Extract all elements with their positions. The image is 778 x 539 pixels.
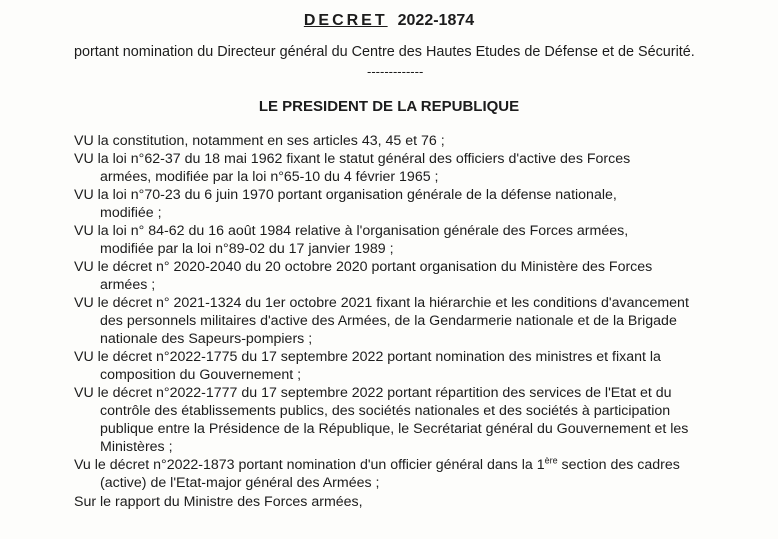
visa-item: VU la loi n°70-23 du 6 juin 1970 portant organisation générale de la défense nationale, modifiée ;: [74, 187, 617, 221]
decree-label: DECRET: [303, 12, 388, 29]
visa-item: VU la loi n° 84-62 du 16 août 1984 relative à l'organisation générale des Forces armées, modifiée par la loi n°89-02 du 17 janvier 1989 ;: [74, 223, 629, 257]
visa-item: VU le décret n°2022-1777 du 17 septembre 2022 portant répartition des services de l'Etat et du contrôle des établissements publics, des sociétés nationales et des sociétés à participation publique entre la Présidence de la République, le Secrétariat général du Gouvernement et les Ministères ;: [74, 385, 689, 455]
president-heading: LE PRESIDENT DE LA REPUBLIQUE: [258, 98, 520, 115]
visa-item: VU la constitution, notamment en ses articles 43, 45 et 76 ;: [74, 133, 445, 149]
visa-item: VU le décret n° 2020-2040 du 20 octobre 2020 portant organisation du Ministère des Forces armées ;: [74, 259, 653, 293]
decree-title: [0, 12, 778, 30]
decree-number: 2022-1874: [397, 12, 475, 29]
visa-item: VU le décret n° 2021-1324 du 1er octobre 2021 fixant la hiérarchie et les conditions d'avancement des personnels militaires d'active des Armées, de la Gendarmerie nationale et de la Brigade nationale des Sapeurs-pompiers ;: [74, 295, 689, 347]
visa-item: VU la loi n°62-37 du 18 mai 1962 fixant le statut général des officiers d'active des Forces armées, modifiée par la loi n°65-10 du 4 février 1965 ;: [74, 151, 631, 185]
visa-item-last: Vu le décret n°2022-1873 portant nomination d'un officier général dans la 1ère section des cadres (active) de l'Etat-major général des Armées ;: [74, 455, 680, 491]
closing-line: Sur le rapport du Ministre des Forces armées,: [74, 494, 363, 510]
decree-subtitle: portant nomination du Directeur général du Centre des Hautes Etudes de Défense et de Sécurité.: [74, 44, 695, 60]
separator: -------------: [367, 64, 424, 79]
visa-item: VU le décret n°2022-1775 du 17 septembre 2022 portant nomination des ministres et fixant la composition du Gouvernement ;: [74, 349, 661, 383]
visas-block: [74, 132, 744, 511]
